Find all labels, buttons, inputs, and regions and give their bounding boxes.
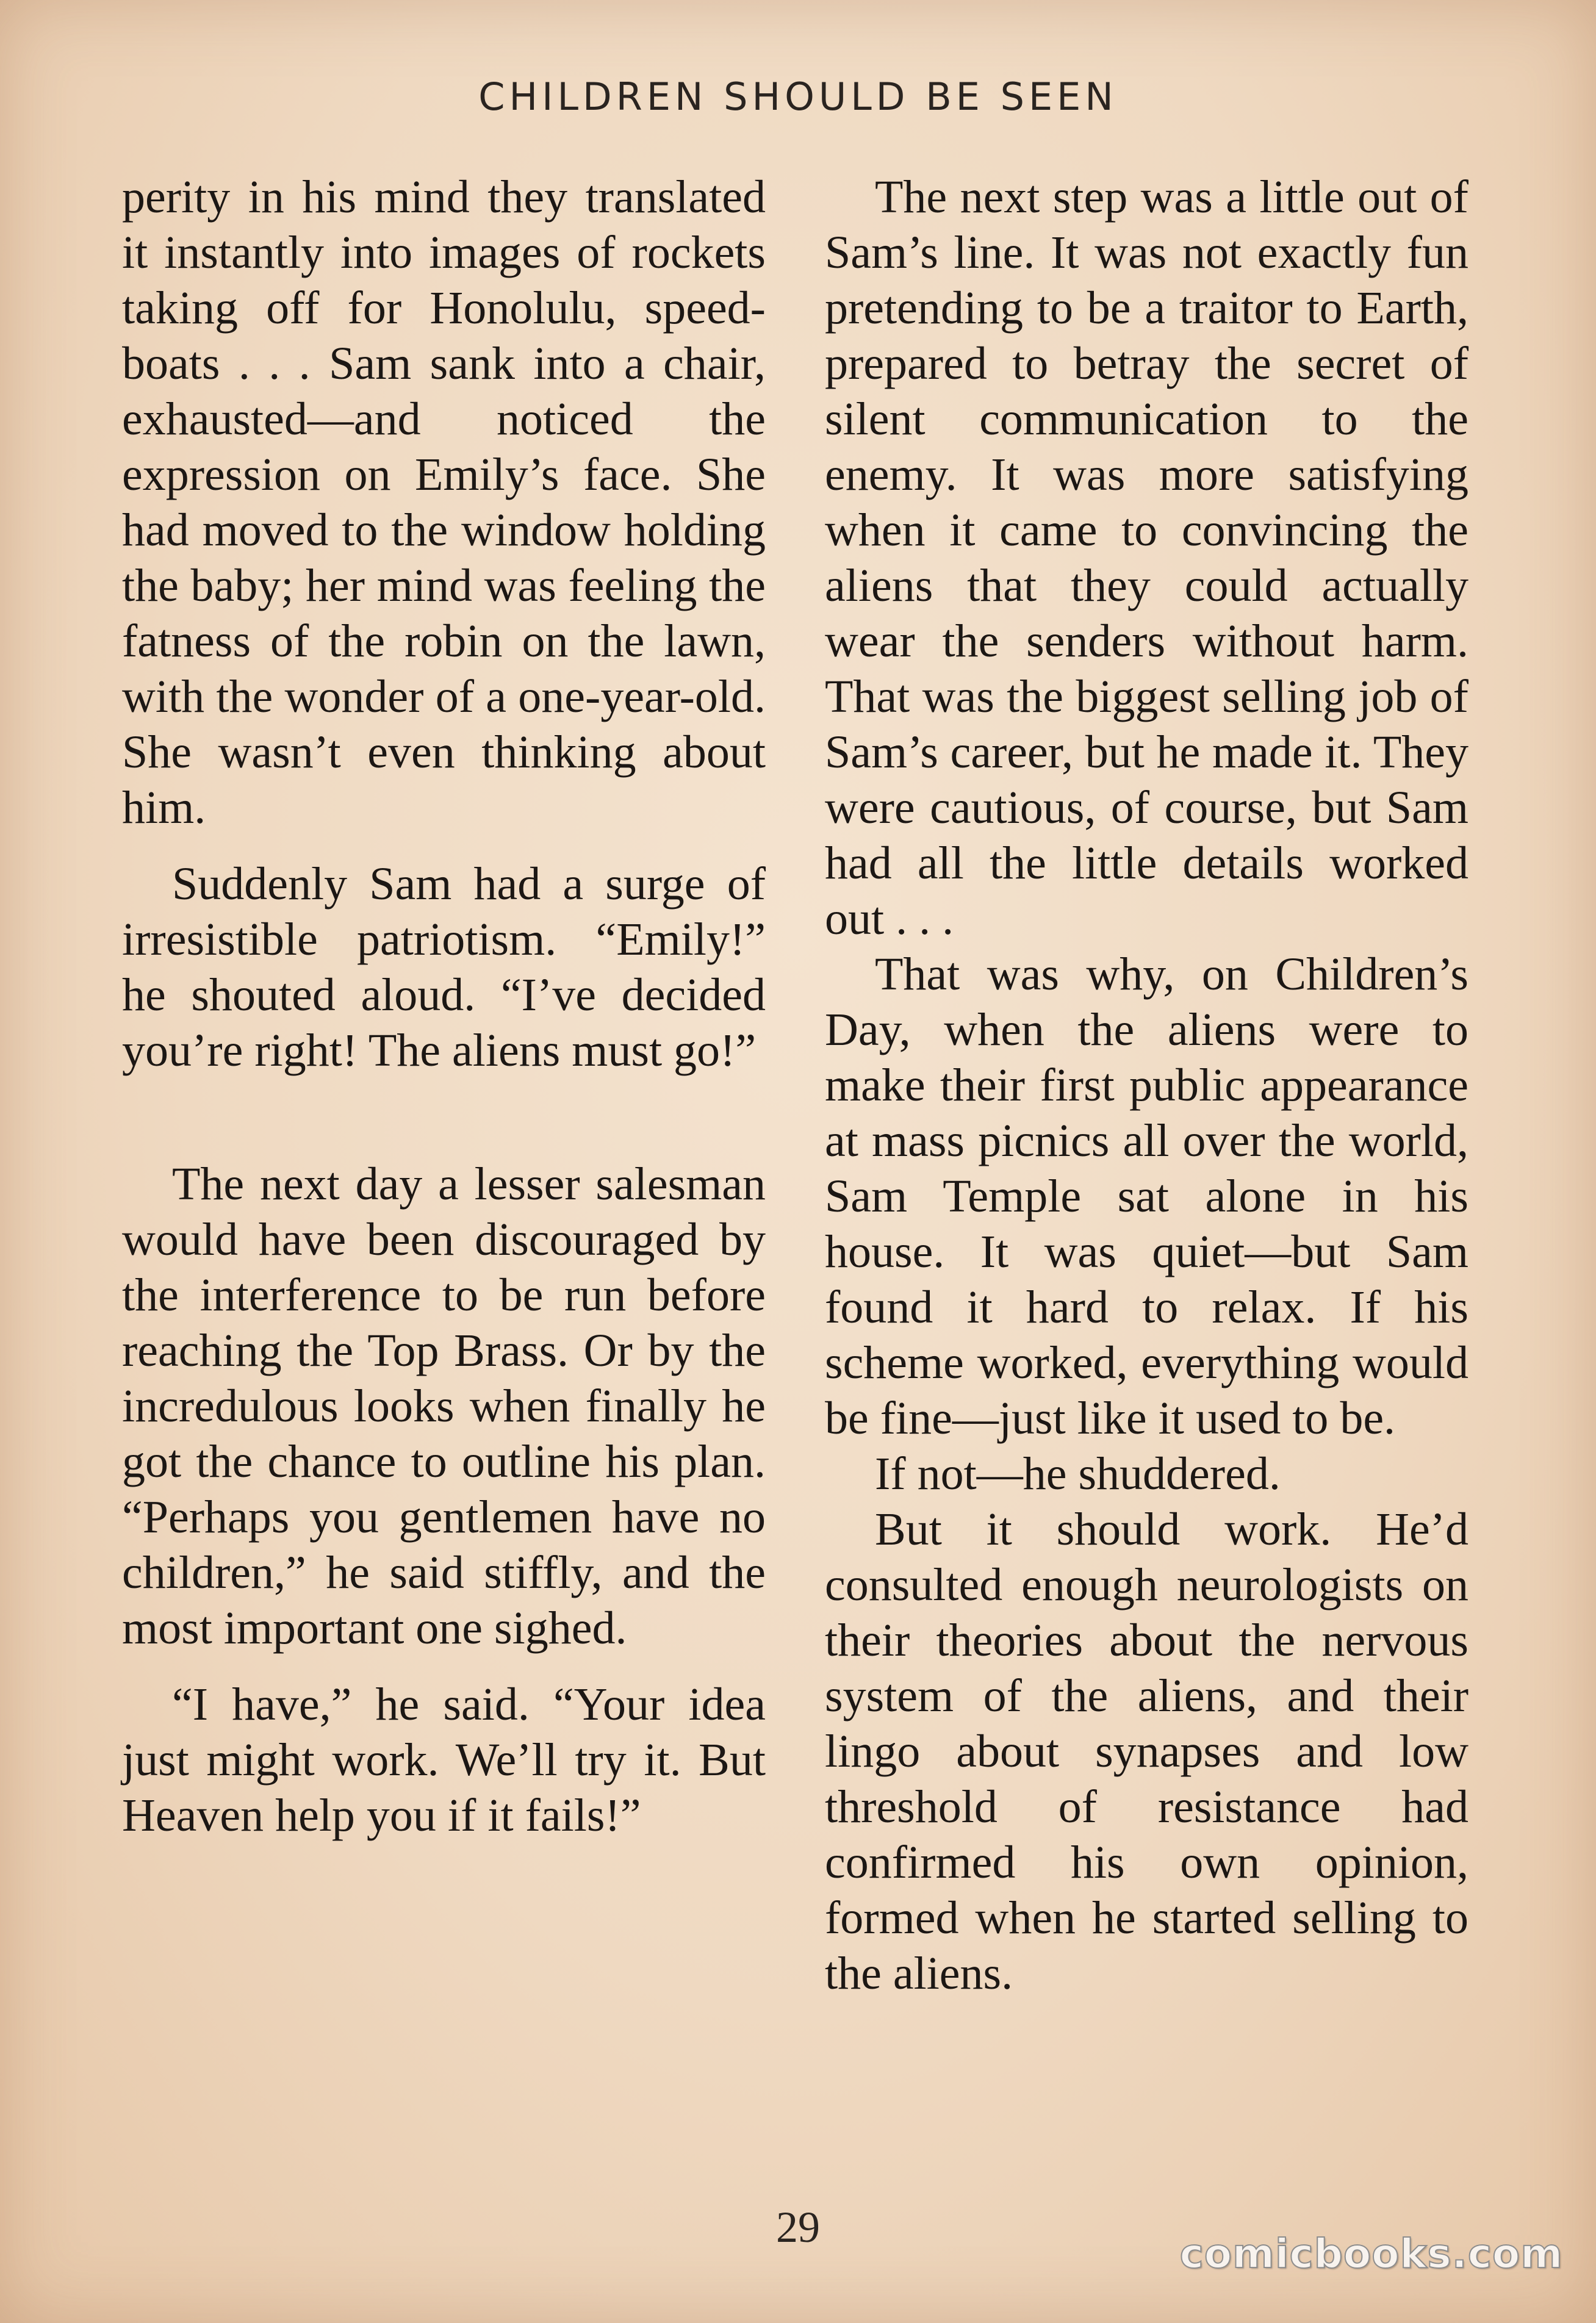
left-paragraph-1: perity in his mind they translated it instantly into images of rockets taking off for Honolulu, speed-boats . . . Sam sank into a chair, exhausted—and noticed the expression on Emily’s face. She had moved to the window holding the baby; her mind was feeling the fatness of the robin on the lawn, with the wonder of a one-year-old. She wasn’t even thinking about him. [122, 171, 766, 833]
right-paragraph-4: But it should work. He’d consulted enough neurologists on their theories about the nervous system of the aliens, and their lingo about synapses and low threshold of resistance had confirmed his own opinion, formed when he started selling to the aliens. [825, 1504, 1468, 1999]
left-column [122, 170, 766, 1844]
watermark-logo: comicbooks.com [1179, 2230, 1563, 2277]
right-paragraph-2: That was why, on Children’s Day, when the aliens were to make their first public appearance at mass picnics all over the world, Sam Temple sat alone in his house. It was quiet—but Sam found it hard to relax. If his scheme worked, everything would be fine—just like it used to be. [825, 949, 1468, 1444]
right-paragraph-3: If not—he shuddered. [875, 1448, 1281, 1499]
left-paragraph-2: Suddenly Sam had a surge of irresistible patriotism. “Emily!” he shouted aloud. “I’ve decided you’re right! The aliens must go!” [122, 858, 766, 1076]
left-paragraph-4: “I have,” he said. “Your idea just might work. We’ll try it. But Heaven help you if it fails!” [122, 1679, 766, 1841]
left-paragraph-3: The next day a lesser salesman would have been discouraged by the interference to be run before reaching the Top Brass. Or by the incredulous looks when finally he got the chance to outline his plan. “Perhaps you gentlemen have no children,” he said stiffly, and the most important one sighed. [122, 1158, 766, 1654]
running-head: CHILDREN SHOULD BE SEEN [478, 74, 1118, 119]
page-number: 29 [776, 2203, 820, 2252]
right-column [825, 170, 1468, 2002]
right-paragraph-1: The next step was a little out of Sam’s line. It was not exactly fun pretending to be a traitor to Earth, prepared to betray the secret of silent communication to the enemy. It was more satisfying when it came to convincing the aliens that they could actually wear the senders without harm. That was the biggest selling job of Sam’s career, but he made it. They were cautious, of course, but Sam had all the little details worked out . . . [825, 171, 1468, 944]
